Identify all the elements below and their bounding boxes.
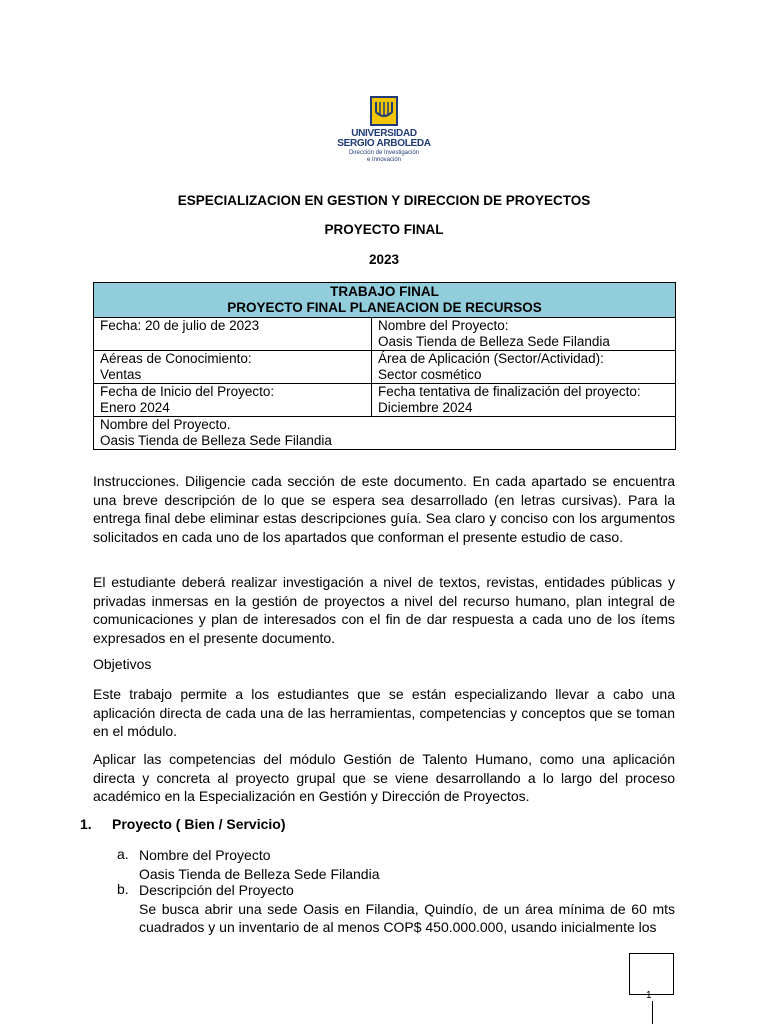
year-heading: 2023 <box>368 252 400 267</box>
list-marker: a. <box>117 846 129 862</box>
logo-name-line1: UNIVERSIDAD <box>351 128 417 139</box>
university-logo <box>336 92 432 178</box>
table-title-row <box>94 283 676 318</box>
instructions-paragraph: Instrucciones. Diligencie cada sección de este documento. En cada apartado se encuentra una breve descripción de lo que se espera sea desarrollado (en letras cursivas). Para la entrega final debe eliminar estas descripciones guía. Sea claro y conciso con los argumentos solicitados en cada uno de los apartados que conforman el presente estudio de caso. <box>93 473 675 545</box>
table-row <box>94 318 676 351</box>
objectives-paragraph-1: Este trabajo permite a los estudiantes que se están especializando llevar a cabo una aplicación directa de cada una de las herramientas, competencias y conceptos que se toman en el módulo. <box>93 686 675 740</box>
project-name-label: Nombre del Proyecto: <box>378 318 509 333</box>
project-heading: PROYECTO FINAL <box>324 222 444 237</box>
knowledge-areas-label: Aéreas de Conocimiento: <box>100 351 252 366</box>
list-item <box>139 881 675 937</box>
full-project-name-label: Nombre del Proyecto. <box>100 417 231 432</box>
table-title-cell <box>94 283 676 318</box>
start-date-value: Enero 2024 <box>100 400 170 415</box>
list-item-text: Se busca abrir una sede Oasis en Filandia, Quindío, de un área mínima de 60 mts cuadrados y un inventario de al menos COP$ 450.000.000, usando inicialmente los <box>139 900 675 936</box>
table-row <box>94 384 676 417</box>
objectives-label: Objetivos <box>93 656 152 672</box>
knowledge-areas-cell <box>94 351 372 384</box>
logo-sub-line1: Dirección de Investigación <box>348 150 420 156</box>
university-crest-icon <box>336 92 432 128</box>
application-area-value: Sector cosmético <box>378 367 482 382</box>
objectives-paragraph-2: Aplicar las competencias del módulo Gestión de Talento Humano, como una aplicación directa y concreta al proyecto grupal que se viene desarrollando a lo largo del proceso académico en la Especialización en Gestión y Dirección de Proyectos. <box>93 751 675 805</box>
start-date-label: Fecha de Inicio del Proyecto: <box>100 384 275 399</box>
application-area-label: Área de Aplicación (Sector/Actividad): <box>378 351 604 366</box>
start-date-cell <box>94 384 372 417</box>
project-name-value: Oasis Tienda de Belleza Sede Filandia <box>378 334 610 349</box>
full-project-name-cell <box>94 417 676 450</box>
knowledge-areas-value: Ventas <box>100 367 142 382</box>
date-cell <box>94 318 372 351</box>
end-date-cell <box>372 384 676 417</box>
list-marker: b. <box>117 881 129 897</box>
section-title: Proyecto ( Bien / Servicio) <box>112 816 286 832</box>
page-number: 1 <box>646 990 652 1001</box>
logo-sub-line2: e Innovación <box>366 157 402 163</box>
full-project-name-value: Oasis Tienda de Belleza Sede Filandia <box>100 433 332 448</box>
section-number: 1. <box>80 816 92 832</box>
table-row <box>94 351 676 384</box>
table-title-line2: PROYECTO FINAL PLANEACION DE RECURSOS <box>227 300 542 315</box>
list-item-label: Nombre del Proyecto <box>139 847 271 863</box>
list-item <box>139 846 675 883</box>
logo-name-line2: SERGIO ARBOLEDA <box>337 138 431 149</box>
table-row <box>94 417 676 450</box>
program-heading: ESPECIALIZACION EN GESTION Y DIRECCION DE PROYECTOS <box>177 193 591 208</box>
table-title-line1: TRABAJO FINAL <box>330 284 439 299</box>
list-item-text: Oasis Tienda de Belleza Sede Filandia <box>139 865 380 882</box>
page-number-box <box>629 953 674 995</box>
end-date-value: Diciembre 2024 <box>378 400 473 415</box>
application-area-cell <box>372 351 676 384</box>
research-paragraph: El estudiante deberá realizar investigación a nivel de textos, revistas, entidades públicas y privadas inmersas en la gestión de proyectos a nivel del recurso humano, plan integral de comunicaciones y plan de interesados con el fin de dar respuesta a cada uno de los ítems expresados en el presente documento. <box>93 574 675 646</box>
page-number-line <box>652 1001 653 1024</box>
date-text: Fecha: 20 de julio de 2023 <box>100 318 260 333</box>
project-info-table <box>93 282 676 450</box>
list-item-label: Descripción del Proyecto <box>139 882 294 898</box>
end-date-label: Fecha tentativa de finalización del proyecto: <box>378 384 641 399</box>
project-name-cell <box>372 318 676 351</box>
